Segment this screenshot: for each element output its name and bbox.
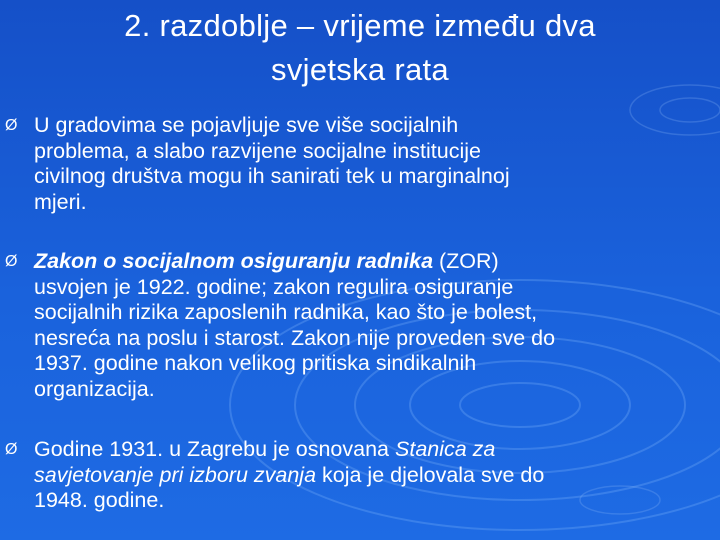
title-line-1: 2. razdoblje – vrijeme između dva <box>124 8 596 43</box>
institution-name-italic: Stanica za <box>395 437 496 461</box>
text-line <box>34 249 720 275</box>
title-line-2: svjetska rata <box>271 52 449 87</box>
text-line: problema, a slabo razvijene socijalne institucije <box>34 138 481 163</box>
text-line: mjeri. <box>34 189 87 214</box>
text-line: U gradovima se pojavljuje sve više socijalnih <box>34 113 459 137</box>
text-line: 1937. godine nakon velikog pritiska sindikalnih <box>34 351 477 376</box>
text-line: organizacija. <box>34 376 155 401</box>
text-segment: Godine 1931. u Zagrebu je osnovana <box>34 437 395 461</box>
text-line <box>34 437 720 463</box>
arrow-bullet-icon: Ø <box>5 117 18 134</box>
text-segment: koja je djelovala sve do <box>316 462 545 487</box>
bullet-text-1 <box>34 113 720 215</box>
text-line: usvojen je 1922. godine; zakon regulira osiguranje <box>34 274 514 299</box>
text-line <box>34 463 720 489</box>
arrow-bullet-icon: Ø <box>5 441 18 458</box>
text-line: 1948. godine. <box>34 488 165 513</box>
bullet-text-2 <box>34 249 720 403</box>
arrow-bullet-icon: Ø <box>5 253 18 270</box>
bullet-text-3 <box>34 437 720 514</box>
text-line: civilnog društva mogu ih sanirati tek u marginalnoj <box>34 164 510 189</box>
text-line: socijalnih rizika zaposlenih radnika, kao što je bolest, <box>34 300 538 325</box>
institution-name-italic: savjetovanje pri izboru zvanja <box>34 462 317 487</box>
law-abbreviation: (ZOR) <box>433 249 499 273</box>
law-name-emphasis: Zakon o socijalnom osiguranju radnika <box>34 249 434 273</box>
text-line: nesreća na poslu i starost. Zakon nije proveden sve do <box>34 325 556 350</box>
